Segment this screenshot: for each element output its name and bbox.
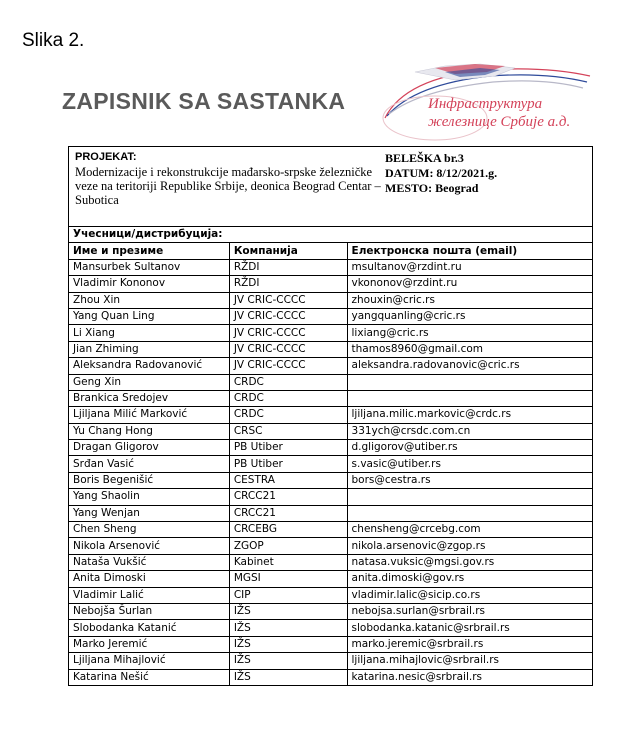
cell-name: Vladimir Lalić — [69, 587, 230, 603]
cell-company: RŽDI — [229, 259, 347, 275]
cell-email: slobodanka.katanic@srbrail.rs — [347, 620, 592, 636]
cell-name: Zhou Xin — [69, 292, 230, 308]
table-row — [69, 292, 593, 308]
table-row — [69, 358, 593, 374]
figure-caption: Slika 2. — [22, 30, 85, 51]
cell-email: anita.dimoski@gov.rs — [347, 571, 592, 587]
header-company: Компанија — [229, 243, 347, 259]
table-row — [69, 276, 593, 292]
cell-email: lixiang@cric.rs — [347, 325, 592, 341]
cell-email: vladimir.lalic@sicip.co.rs — [347, 587, 592, 603]
meta-section — [385, 151, 585, 196]
cell-name: Yang Quan Ling — [69, 308, 230, 324]
cell-email — [347, 390, 592, 406]
cell-email: ljiljana.mihajlovic@srbrail.rs — [347, 653, 592, 669]
cell-name: Yang Wenjan — [69, 505, 230, 521]
header-email: Електронска пошта (email) — [347, 243, 592, 259]
cell-name: Dragan Gligorov — [69, 440, 230, 456]
cell-name: Katarina Nešić — [69, 669, 230, 685]
participants-group-label: Учесници/дистрибуција: — [69, 227, 593, 243]
cell-email: 331ych@crsdc.com.cn — [347, 423, 592, 439]
cell-company: ZGOP — [229, 538, 347, 554]
cell-company: IŽS — [229, 603, 347, 619]
cell-company: IŽS — [229, 636, 347, 652]
table-row — [69, 374, 593, 390]
table-row — [69, 669, 593, 685]
table-row — [69, 259, 593, 275]
project-section — [75, 151, 385, 207]
cell-company: PB Utiber — [229, 456, 347, 472]
cell-company: CRDC — [229, 390, 347, 406]
cell-company: CESTRA — [229, 472, 347, 488]
cell-name: Yu Chang Hong — [69, 423, 230, 439]
cell-company: JV CRIC-CCCC — [229, 358, 347, 374]
cell-company: RŽDI — [229, 276, 347, 292]
cell-name: Nataša Vukšić — [69, 554, 230, 570]
participants-group-row — [69, 227, 593, 243]
meeting-location: MESTO: Beograd — [385, 181, 479, 195]
cell-company: CRDC — [229, 374, 347, 390]
cell-email: thamos8960@gmail.com — [347, 341, 592, 357]
cell-company: JV CRIC-CCCC — [229, 325, 347, 341]
table-row — [69, 325, 593, 341]
cell-company: IŽS — [229, 669, 347, 685]
cell-company: MGSI — [229, 571, 347, 587]
table-row — [69, 440, 593, 456]
logo-text-line2: железнице Србије а.д. — [428, 114, 571, 130]
cell-email: d.gligorov@utiber.rs — [347, 440, 592, 456]
cell-company: IŽS — [229, 653, 347, 669]
cell-email: yangquanling@cric.rs — [347, 308, 592, 324]
cell-email: marko.jeremic@srbrail.rs — [347, 636, 592, 652]
cell-company: JV CRIC-CCCC — [229, 308, 347, 324]
table-row — [69, 538, 593, 554]
table-row — [69, 407, 593, 423]
table-row — [69, 505, 593, 521]
project-label: PROJEKAT: — [75, 151, 137, 163]
table-row — [69, 571, 593, 587]
cell-company: PB Utiber — [229, 440, 347, 456]
cell-email: vkononov@rzdint.ru — [347, 276, 592, 292]
cell-email: nebojsa.surlan@srbrail.rs — [347, 603, 592, 619]
cell-name: Chen Sheng — [69, 522, 230, 538]
cell-name: Ljiljana Mihajlović — [69, 653, 230, 669]
project-description: Modernizacije i rekonstrukcije mađarsko-srpske železničke veze na teritoriji Republike Srbije, deonica Beograd Centar – Subotica — [75, 165, 381, 207]
table-row — [69, 456, 593, 472]
cell-name: Nebojša Šurlan — [69, 603, 230, 619]
cell-name: Aleksandra Radovanović — [69, 358, 230, 374]
cell-name: Li Xiang — [69, 325, 230, 341]
cell-name: Nikola Arsenović — [69, 538, 230, 554]
table-row — [69, 423, 593, 439]
table-row — [69, 522, 593, 538]
logo-text-line1: Инфраструктура — [428, 96, 543, 112]
cell-email: nikola.arsenovic@zgop.rs — [347, 538, 592, 554]
cell-email — [347, 489, 592, 505]
cell-company: Kabinet — [229, 554, 347, 570]
table-row — [69, 472, 593, 488]
participants-table — [68, 226, 593, 686]
cell-email: natasa.vuksic@mgsi.gov.rs — [347, 554, 592, 570]
table-row — [69, 308, 593, 324]
document-title: ZAPISNIK SA SASTANKA — [62, 88, 346, 114]
meeting-date: DATUM: 8/12/2021.g. — [385, 166, 498, 180]
cell-name: Srđan Vasić — [69, 456, 230, 472]
cell-email: zhouxin@cric.rs — [347, 292, 592, 308]
cell-name: Geng Xin — [69, 374, 230, 390]
cell-email: s.vasic@utiber.rs — [347, 456, 592, 472]
cell-email: msultanov@rzdint.ru — [347, 259, 592, 275]
cell-name: Slobodanka Katanić — [69, 620, 230, 636]
cell-name: Vladimir Kononov — [69, 276, 230, 292]
cell-name: Jian Zhiming — [69, 341, 230, 357]
note-number: BELEŠKA br.3 — [385, 151, 464, 165]
cell-email — [347, 505, 592, 521]
cell-name: Yang Shaolin — [69, 489, 230, 505]
table-row — [69, 603, 593, 619]
table-header-row — [69, 243, 593, 259]
table-row — [69, 653, 593, 669]
table-row — [69, 341, 593, 357]
table-row — [69, 620, 593, 636]
table-row — [69, 587, 593, 603]
cell-email: ljiljana.milic.markovic@crdc.rs — [347, 407, 592, 423]
cell-email: chensheng@crcebg.com — [347, 522, 592, 538]
table-row — [69, 390, 593, 406]
cell-name: Ljiljana Milić Marković — [69, 407, 230, 423]
cell-company: JV CRIC-CCCC — [229, 341, 347, 357]
cell-email — [347, 374, 592, 390]
cell-email: bors@cestra.rs — [347, 472, 592, 488]
cell-company: IŽS — [229, 620, 347, 636]
project-info-box — [68, 146, 593, 226]
cell-company: CRDC — [229, 407, 347, 423]
cell-name: Anita Dimoski — [69, 571, 230, 587]
cell-name: Mansurbek Sultanov — [69, 259, 230, 275]
cell-company: CRCEBG — [229, 522, 347, 538]
table-row — [69, 554, 593, 570]
cell-company: CRCC21 — [229, 489, 347, 505]
header-name: Име и презиме — [69, 243, 230, 259]
table-row — [69, 636, 593, 652]
cell-email: katarina.nesic@srbrail.rs — [347, 669, 592, 685]
cell-company: CRSC — [229, 423, 347, 439]
cell-email: aleksandra.radovanovic@cric.rs — [347, 358, 592, 374]
cell-company: JV CRIC-CCCC — [229, 292, 347, 308]
cell-name: Marko Jeremić — [69, 636, 230, 652]
cell-name: Boris Begenišić — [69, 472, 230, 488]
cell-company: CRCC21 — [229, 505, 347, 521]
cell-name: Brankica Sredojev — [69, 390, 230, 406]
cell-company: CIP — [229, 587, 347, 603]
table-row — [69, 489, 593, 505]
